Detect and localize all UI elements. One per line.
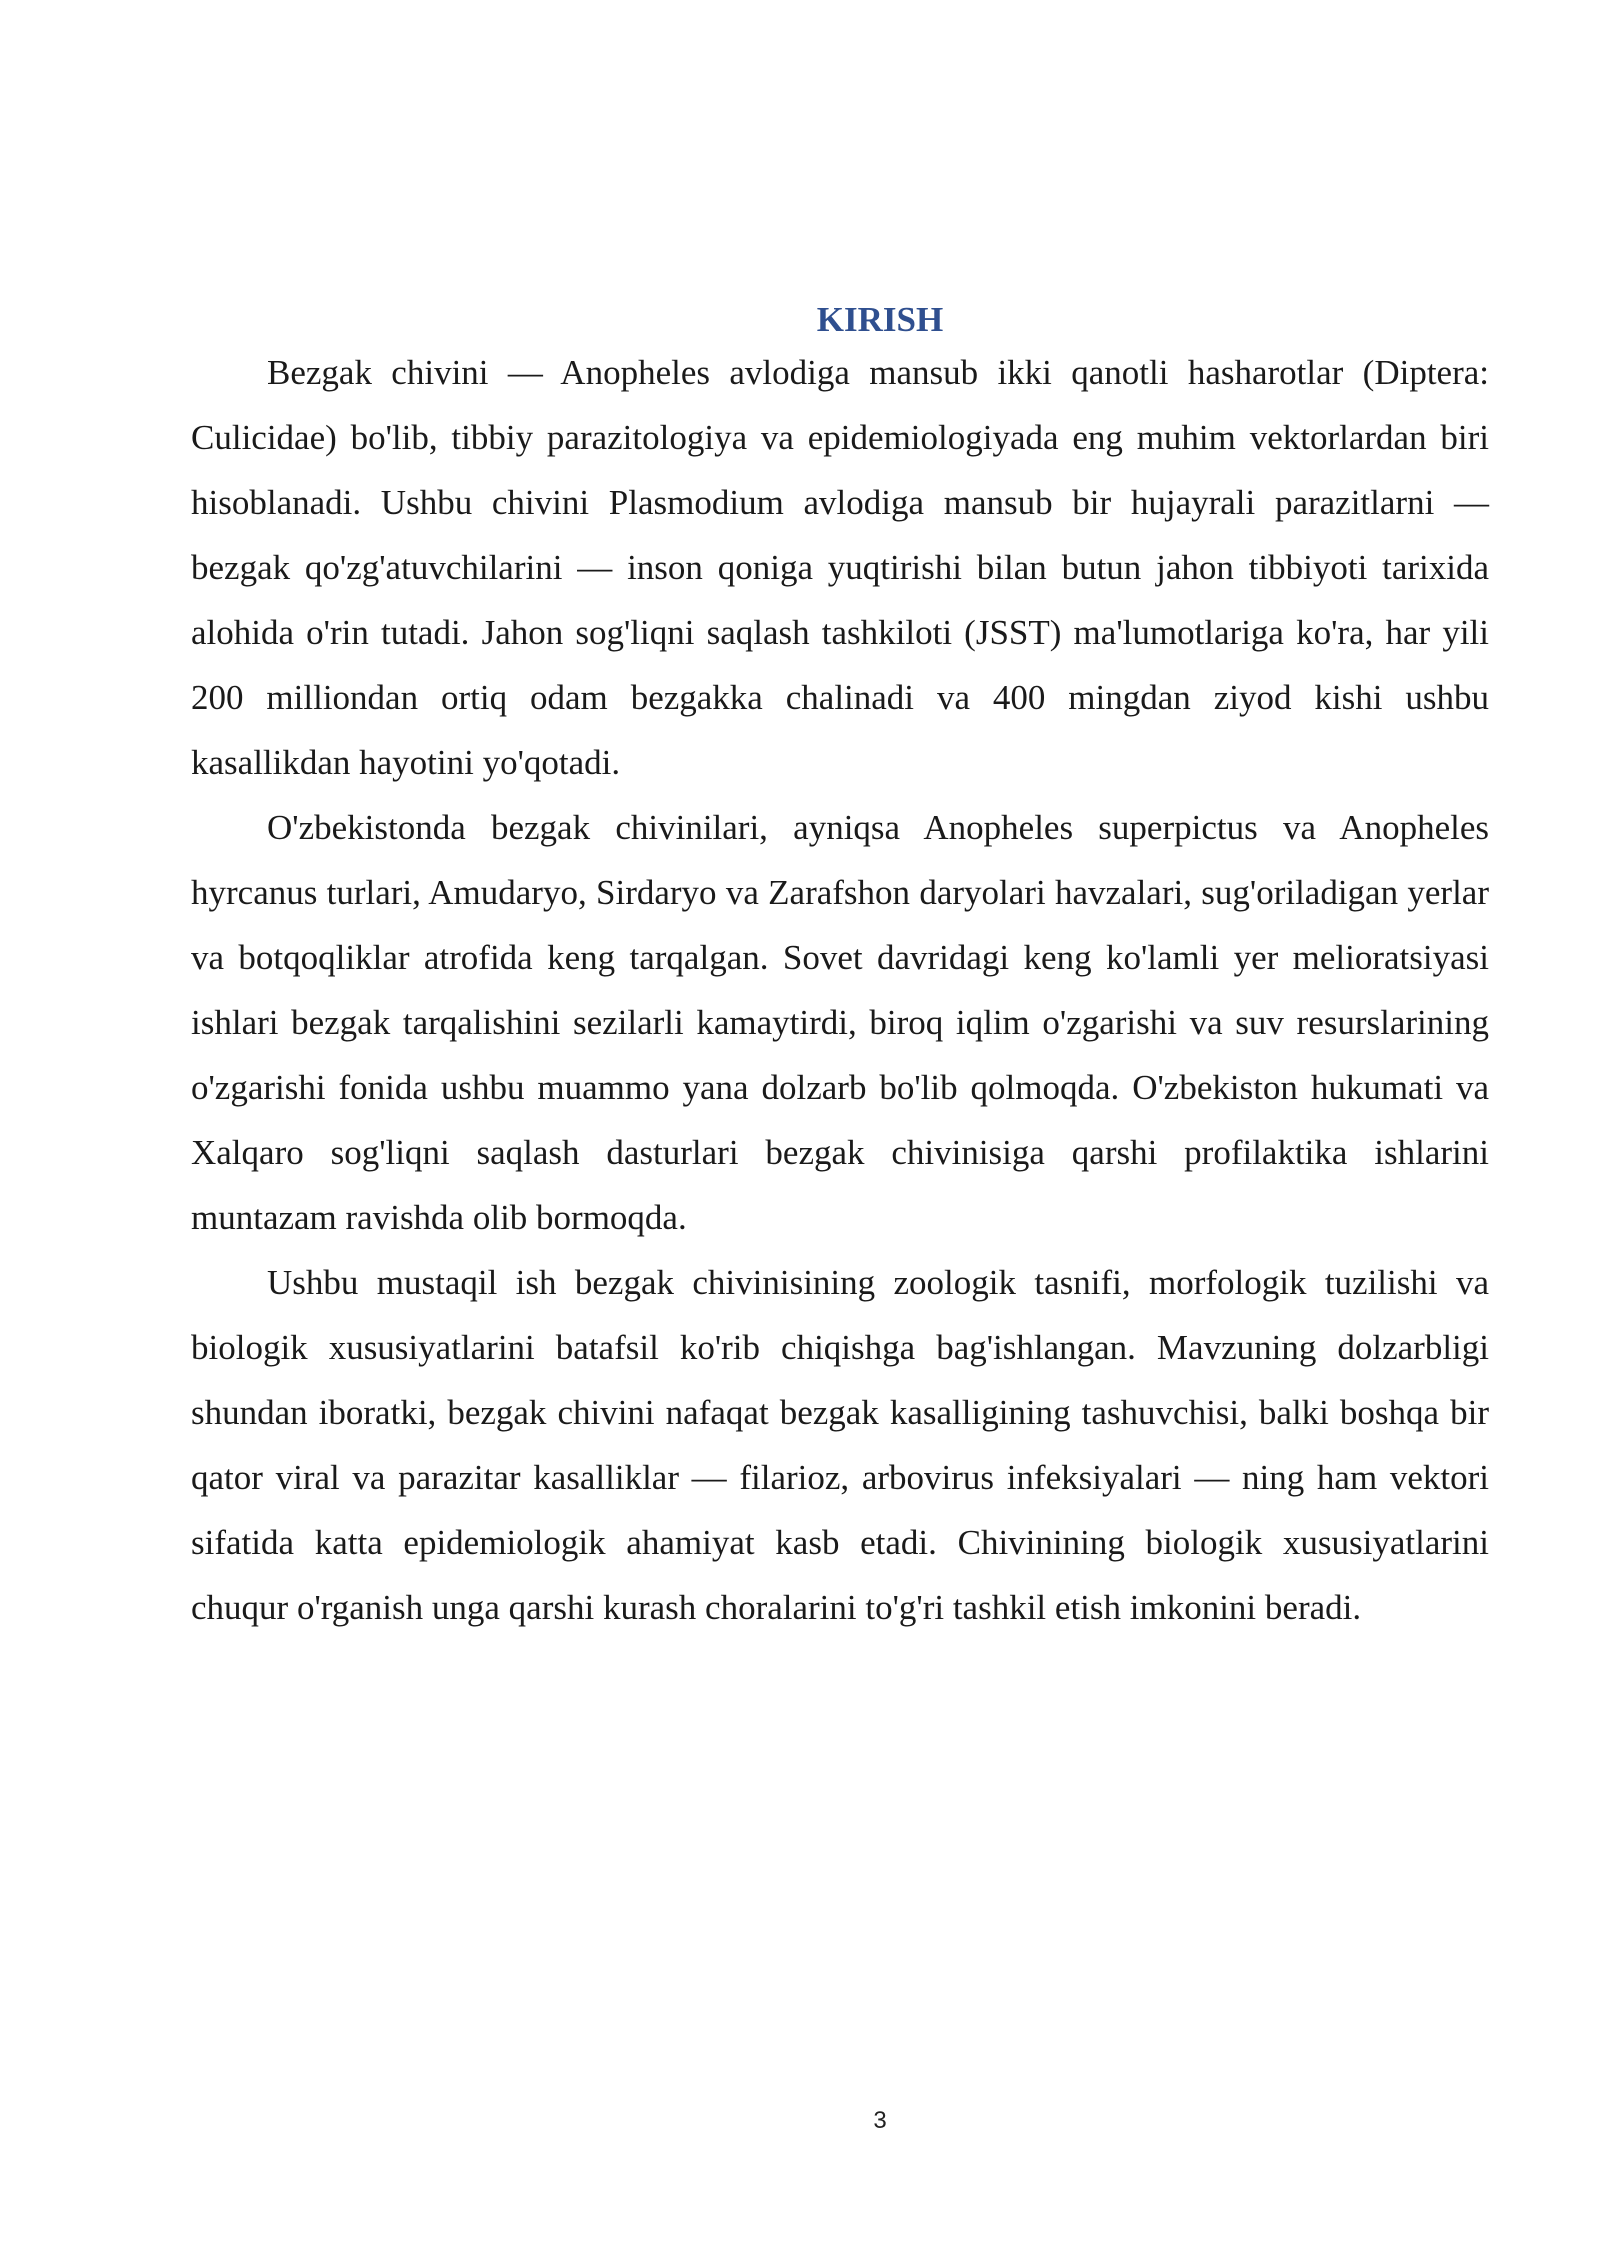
- paragraph: Ushbu mustaqil ish bezgak chivinisining zoologik tasnifi, morfologik tuzilishi va biologik xususiyatlarini batafsil ko'rib chiqishga bag'ishlangan. Mavzuning dolzarbligi shundan iboratki, bezgak chivini nafaqat bezgak kasalligining tashuvchisi, balki boshqa bir qator viral va parazitar kasalliklar — filarioz, arbovirus infeksiyalari — ning ham vektori sifatida katta epidemiologik ahamiyat kasb etadi. Chivinining biologik xususiyatlarini chuqur o'rganish unga qarshi kurash choralarini to'g'ri tashkil etish imkonini beradi.: [191, 1263, 1489, 1627]
- body-text: [191, 340, 1489, 1640]
- paragraph: O'zbekistonda bezgak chivinilari, ayniqsa Anopheles superpictus va Anopheles hyrcanus turlari, Amudaryo, Sirdaryo va Zarafshon daryolari havzalari, sug'oriladigan yerlar va botqoqliklar atrofida keng tarqalgan. Sovet davridagi keng ko'lamli yer melioratsiyasi ishlari bezgak tarqalishini sezilarli kamaytirdi, biroq iqlim o'zgarishi va suv resurslarining o'zgarishi fonida ushbu muammo yana dolzarb bo'lib qolmoqda. O'zbekiston hukumati va Xalqaro sog'liqni saqlash dasturlari bezgak chivinisiga qarshi profilaktika ishlarini muntazam ravishda olib bormoqda.: [191, 808, 1489, 1237]
- page-number: 3: [873, 2107, 887, 2134]
- section-heading: KIRISH: [816, 300, 944, 339]
- paragraph: Bezgak chivini — Anopheles avlodiga mansub ikki qanotli hasharotlar (Diptera: Culicidae) bo'lib, tibbiy parazitologiya va epidemiologiyada eng muhim vektorlardan biri hisoblanadi. Ushbu chivini Plasmodium avlodiga mansub bir hujayrali parazitlarni — bezgak qo'zg'atuvchilarini — inson qoniga yuqtirishi bilan butun jahon tibbiyoti tarixida alohida o'rin tutadi. Jahon sog'liqni saqlash tashkiloti (JSST) ma'lumotlariga ko'ra, har yili 200 milliondan ortiq odam bezgakka chalinadi va 400 mingdan ziyod kishi ushbu kasallikdan hayotini yo'qotadi.: [191, 353, 1489, 782]
